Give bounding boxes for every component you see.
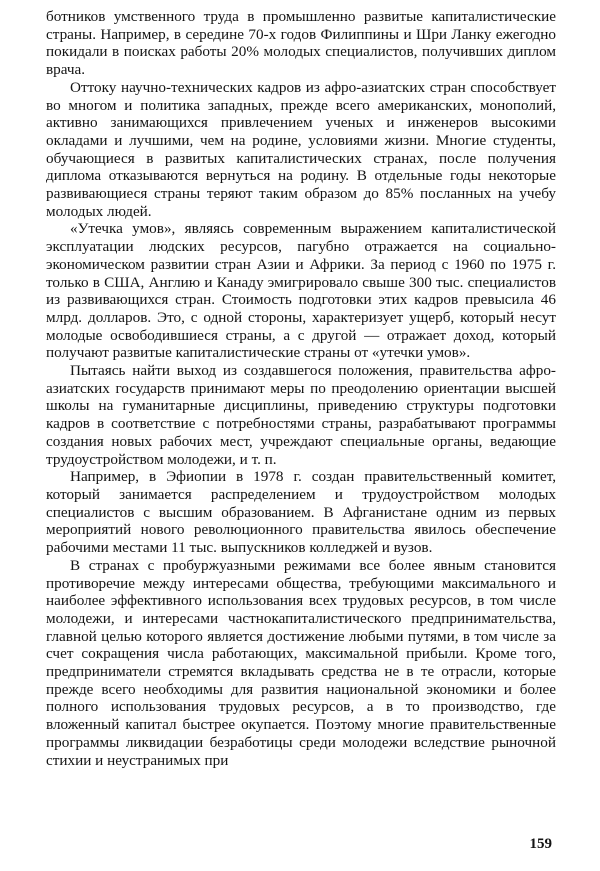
page-text-body (46, 8, 556, 769)
page-number: 159 (529, 836, 552, 852)
paragraph-2: Оттоку научно-технических кадров из афро-азиатских стран способствует во многом и политика западных, прежде всего американских, монополий, активно занимающихся привлечением ученых и инженеров высокими окладами и лучшими, чем на родине, условиями жизни. Многие студенты, обучающиеся в развитых капиталистических странах, после получения диплома отказываются вернуться на родину. В отдельные годы некоторые развивающиеся страны теряют таким образом до 85% посланных на учебу молодых людей. (46, 78, 556, 220)
paragraph-6: В странах с пробуржуазными режимами все более явным становится противоречие между интересами общества, требующими максимального и наиболее эффективного использования всех трудовых ресурсов, в том числе молодежи, и интересами частнокапиталистического предпринимательства, главной целью которого является достижение любыми путями, в том числе за счет сокращения числа работающих, максимальной прибыли. Кроме того, предприниматели стремятся вкладывать средства не в те отрасли, которые прежде всего необходимы для развития национальной экономики и более полного использования трудовых ресурсов, а в то производство, где вложенный капитал быстрее окупается. Поэтому многие правительственные программы ликвидации безработицы среди молодежи вследствие рыночной стихии и неустранимых при (46, 556, 556, 769)
paragraph-3: «Утечка умов», являясь современным выражением капиталистической эксплуатации людских ресурсов, пагубно отражается на социально-экономическом развитии стран Азии и Африки. За период с 1960 по 1975 г. только в США, Англию и Канаду эмигрировало свыше 300 тыс. специалистов из развивающихся стран. Стоимость подготовки этих кадров превысила 46 млрд. долларов. Это, с одной стороны, характеризует ущерб, который несут молодые освободившиеся страны, а с другой — отражает доход, который получают развитые капиталистические страны от «утечки умов». (46, 220, 556, 362)
paragraph-4: Пытаясь найти выход из создавшегося положения, правительства афро-азиатских государств принимают меры по преодолению ориентации высшей школы на гуманитарные дисциплины, приведению структуры подготовки кадров в соответствие с потребностями страны, разрабатывают программы создания новых рабочих мест, учреждают специальные органы, ведающие трудоустройством молодежи, и т. п. (46, 362, 556, 468)
paragraph-1: ботников умственного труда в промышленно развитые капиталистические страны. Например, в середине 70-х годов Филиппины и Шри Ланку ежегодно покидали в поисках работы 20% молодых специалистов, получивших диплом врача. (46, 8, 556, 79)
paragraph-5: Например, в Эфиопии в 1978 г. создан правительственный комитет, который занимается распределением и трудоустройством молодых специалистов с высшим образованием. В Афганистане одним из первых мероприятий нового революционного правительства явилось обеспечение рабочими местами 11 тыс. выпускников колледжей и вузов. (46, 468, 556, 557)
